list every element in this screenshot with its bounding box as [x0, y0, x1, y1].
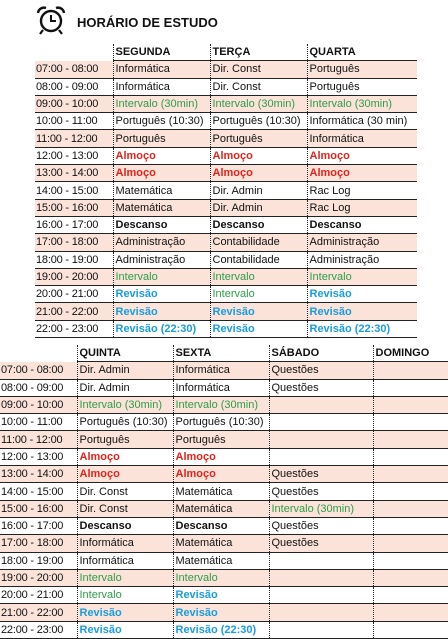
schedule-cell: Português — [79, 433, 130, 446]
schedule-cell: Almoço — [175, 450, 216, 463]
schedule-cell-box — [210, 78, 307, 95]
schedule-cell-box — [173, 535, 269, 552]
schedule-cell-box — [77, 569, 173, 586]
schedule-table-mon-wed — [35, 44, 417, 338]
schedule-cell: Intervalo — [212, 271, 255, 283]
schedule-cell: Português — [175, 433, 226, 446]
time-slot: 11:00 - 12:00 — [35, 130, 113, 147]
schedule-cell: Questões — [271, 364, 319, 377]
schedule-cell-box — [77, 500, 173, 517]
time-slot: 10:00 - 11:00 — [0, 414, 77, 431]
schedule-cell-box — [373, 500, 448, 517]
schedule-cell-box — [77, 483, 173, 500]
schedule-cell: Dir. Admin — [212, 184, 263, 197]
schedule-cell: Administração — [115, 236, 186, 249]
schedule-cell-box — [373, 379, 448, 396]
schedule-cell-box — [307, 147, 417, 164]
time-slot: 16:00 - 17:00 — [35, 216, 113, 233]
schedule-row — [35, 78, 417, 95]
schedule-cell: Revisão — [115, 305, 158, 318]
schedule-cell: Almoço — [309, 167, 350, 180]
schedule-cell-box — [173, 431, 269, 448]
day-header: DOMINGO — [373, 345, 448, 362]
schedule-cell-box — [77, 379, 173, 396]
time-slot: 13:00 - 14:00 — [0, 466, 77, 483]
schedule-cell-box — [307, 268, 417, 285]
schedule-cell: Administração — [115, 253, 186, 266]
schedule-cell-box — [173, 414, 269, 431]
schedule-cell-box — [307, 286, 417, 303]
schedule-row — [0, 569, 448, 586]
schedule-cell: Intervalo (30min) — [115, 98, 199, 111]
schedule-cell: Contabilidade — [212, 253, 280, 266]
schedule-cell-box — [269, 396, 373, 413]
time-slot: 08:00 - 09:00 — [0, 379, 77, 396]
schedule-cell-box — [269, 500, 373, 517]
schedule-cell-box — [269, 552, 373, 569]
schedule-cell-box — [210, 286, 307, 303]
schedule-cell-box — [77, 431, 173, 448]
schedule-row — [35, 147, 417, 164]
time-slot: 09:00 - 10:00 — [35, 95, 113, 112]
day-header: QUINTA — [77, 345, 173, 362]
schedule-cell-box — [173, 604, 269, 621]
schedule-cell: Rac Log — [309, 184, 351, 197]
schedule-cell-box — [210, 95, 307, 112]
schedule-cell-box — [77, 517, 173, 534]
schedule-cell: Dir. Admin — [79, 364, 130, 377]
schedule-row — [0, 535, 448, 552]
schedule-cell-box — [113, 199, 210, 216]
schedule-row — [0, 466, 448, 483]
schedule-cell: Administração — [309, 253, 380, 266]
schedule-cell-box — [373, 483, 448, 500]
schedule-cell-box — [373, 621, 448, 638]
schedule-cell: Português — [309, 80, 360, 93]
schedule-row — [0, 414, 448, 431]
schedule-cell: Intervalo (30min) — [271, 502, 355, 515]
schedule-cell: Almoço — [212, 167, 253, 180]
schedule-cell-box — [373, 552, 448, 569]
time-slot: 19:00 - 20:00 — [0, 569, 77, 586]
schedule-cell-box — [77, 466, 173, 483]
schedule-cell-box — [269, 431, 373, 448]
time-slot: 22:00 - 23:00 — [35, 320, 113, 337]
schedule-cell-box — [210, 130, 307, 147]
schedule-cell: Português (10:30) — [175, 416, 264, 429]
schedule-row — [0, 500, 448, 517]
schedule-cell-box — [307, 199, 417, 216]
schedule-cell-box — [173, 621, 269, 638]
schedule-cell-box — [113, 130, 210, 147]
schedule-cell-box — [269, 517, 373, 534]
schedule-cell: Português — [212, 132, 263, 145]
schedule-cell: Revisão — [212, 305, 255, 318]
schedule-row — [0, 517, 448, 534]
schedule-cell: Português — [309, 63, 360, 76]
schedule-row — [0, 431, 448, 448]
schedule-cell-box — [210, 320, 307, 337]
schedule-row — [35, 165, 417, 182]
schedule-cell-box — [373, 604, 448, 621]
schedule-cell: Almoço — [309, 149, 350, 162]
schedule-cell: Intervalo — [115, 271, 158, 283]
schedule-row — [35, 113, 417, 130]
schedule-cell: Revisão (22:30) — [115, 322, 197, 335]
schedule-cell-box — [77, 604, 173, 621]
schedule-cell-box — [77, 621, 173, 638]
schedule-cell: Intervalo — [79, 589, 122, 602]
schedule-cell-box — [269, 448, 373, 465]
time-slot: 21:00 - 22:00 — [0, 604, 77, 621]
schedule-cell-box — [173, 396, 269, 413]
schedule-cell: Revisão (22:30) — [175, 623, 257, 636]
schedule-cell: Almoço — [115, 167, 156, 180]
schedule-cell: Revisão (22:30) — [309, 322, 391, 335]
time-slot: 07:00 - 08:00 — [0, 362, 77, 379]
schedule-row — [0, 483, 448, 500]
schedule-cell: Questões — [271, 468, 319, 481]
schedule-row — [0, 552, 448, 569]
time-slot: 10:00 - 11:00 — [35, 113, 113, 130]
time-slot: 17:00 - 18:00 — [35, 234, 113, 251]
schedule-cell-box — [373, 569, 448, 586]
schedule-cell: Português (10:30) — [115, 115, 204, 128]
schedule-cell-box — [173, 362, 269, 379]
schedule-cell-box — [269, 362, 373, 379]
schedule-cell: Questões — [271, 485, 319, 498]
schedule-cell-box — [373, 396, 448, 413]
day-header: TERÇA — [210, 44, 307, 61]
schedule-cell-box — [373, 587, 448, 604]
schedule-cell-box — [113, 268, 210, 285]
schedule-row — [0, 362, 448, 379]
schedule-cell-box — [307, 182, 417, 199]
schedule-cell-box — [269, 621, 373, 638]
schedule-cell-box — [373, 448, 448, 465]
schedule-cell-box — [269, 483, 373, 500]
schedule-cell-box — [307, 130, 417, 147]
schedule-row — [0, 396, 448, 413]
schedule-cell-box — [77, 448, 173, 465]
schedule-cell-box — [269, 569, 373, 586]
schedule-cell: Intervalo — [212, 288, 255, 301]
time-slot: 16:00 - 17:00 — [0, 517, 77, 534]
schedule-cell: Português (10:30) — [79, 416, 168, 429]
schedule-row — [0, 379, 448, 396]
schedule-cell: Intervalo (30min) — [175, 399, 259, 412]
schedule-cell: Almoço — [175, 468, 216, 481]
schedule-cell: Revisão — [309, 305, 352, 318]
page-header — [35, 6, 275, 36]
schedule-cell-box — [269, 587, 373, 604]
schedule-cell-box — [173, 483, 269, 500]
schedule-cell: Almoço — [115, 149, 156, 162]
schedule-cell: Dir. Const — [212, 80, 261, 93]
schedule-cell: Almoço — [79, 450, 120, 463]
time-slot: 07:00 - 08:00 — [35, 61, 113, 78]
schedule-cell-box — [210, 268, 307, 285]
schedule-cell-box — [77, 552, 173, 569]
schedule-cell-box — [173, 448, 269, 465]
schedule-cell-box — [173, 552, 269, 569]
schedule-cell-box — [307, 78, 417, 95]
schedule-cell-box — [77, 535, 173, 552]
schedule-cell: Revisão — [212, 322, 255, 335]
schedule-cell-box — [113, 234, 210, 251]
schedule-row — [35, 216, 417, 233]
schedule-cell: Intervalo — [309, 271, 352, 283]
schedule-cell-box — [113, 251, 210, 268]
schedule-cell-box — [173, 587, 269, 604]
schedule-cell: Questões — [271, 537, 319, 550]
schedule-cell-box — [173, 500, 269, 517]
schedule-cell: Descanso — [309, 219, 362, 232]
schedule-cell: Revisão — [175, 606, 218, 619]
schedule-cell: Informática — [309, 132, 364, 145]
schedule-cell-box — [77, 362, 173, 379]
schedule-row — [35, 268, 417, 285]
schedule-cell: Descanso — [212, 219, 265, 232]
day-header: QUARTA — [307, 44, 417, 61]
schedule-cell-box — [113, 61, 210, 78]
schedule-cell-box — [113, 95, 210, 112]
schedule-cell-box — [113, 216, 210, 233]
schedule-cell: Almoço — [212, 149, 253, 162]
schedule-cell-box — [77, 396, 173, 413]
schedule-cell: Dir. Admin — [79, 381, 130, 394]
schedule-cell-box — [210, 234, 307, 251]
schedule-cell-box — [210, 199, 307, 216]
schedule-cell-box — [173, 569, 269, 586]
schedule-cell: Contabilidade — [212, 236, 280, 249]
time-slot: 22:00 - 23:00 — [0, 621, 77, 638]
schedule-row — [35, 303, 417, 320]
schedule-cell-box — [373, 517, 448, 534]
time-slot: 20:00 - 21:00 — [35, 286, 113, 303]
time-slot: 09:00 - 10:00 — [0, 396, 77, 413]
schedule-cell: Intervalo (30min) — [309, 98, 393, 111]
schedule-cell: Questões — [271, 381, 319, 394]
schedule-cell-box — [210, 113, 307, 130]
schedule-cell: Revisão — [79, 606, 122, 619]
schedule-cell-box — [307, 251, 417, 268]
page-title: HORÁRIO DE ESTUDO — [77, 15, 218, 30]
schedule-cell-box — [307, 320, 417, 337]
schedule-cell: Intervalo — [79, 572, 122, 584]
schedule-cell: Matemática — [175, 537, 233, 550]
schedule-cell-box — [269, 414, 373, 431]
schedule-row — [35, 130, 417, 147]
day-header: SEXTA — [173, 345, 269, 362]
schedule-cell: Informática — [175, 381, 230, 394]
schedule-cell-box — [113, 147, 210, 164]
schedule-cell: Descanso — [115, 219, 168, 232]
schedule-cell: Matemática — [175, 502, 233, 515]
schedule-cell: Matemática — [175, 554, 233, 567]
schedule-row — [0, 621, 448, 638]
schedule-cell-box — [210, 216, 307, 233]
schedule-cell-box — [113, 113, 210, 130]
schedule-cell-box — [269, 535, 373, 552]
schedule-cell-box — [210, 182, 307, 199]
schedule-row — [35, 286, 417, 303]
schedule-cell-box — [373, 414, 448, 431]
schedule-cell: Matemática — [115, 184, 173, 197]
schedule-cell-box — [269, 379, 373, 396]
schedule-row — [35, 95, 417, 112]
schedule-cell-box — [269, 466, 373, 483]
schedule-cell: Intervalo (30min) — [79, 399, 163, 412]
schedule-cell-box — [113, 78, 210, 95]
time-slot: 15:00 - 16:00 — [0, 500, 77, 517]
schedule-cell-box — [373, 535, 448, 552]
schedule-cell-box — [269, 604, 373, 621]
time-slot: 19:00 - 20:00 — [35, 268, 113, 285]
schedule-cell-box — [113, 165, 210, 182]
schedule-cell-box — [77, 414, 173, 431]
day-header: SÁBADO — [269, 345, 373, 362]
time-slot: 08:00 - 09:00 — [35, 78, 113, 95]
schedule-cell-box — [307, 61, 417, 78]
schedule-cell: Informática — [115, 63, 170, 76]
time-column-header — [0, 345, 77, 362]
time-slot: 13:00 - 14:00 — [35, 165, 113, 182]
schedule-cell-box — [210, 303, 307, 320]
schedule-cell: Revisão — [115, 288, 158, 301]
schedule-cell-box — [113, 286, 210, 303]
schedule-cell-box — [373, 362, 448, 379]
alarm-clock-icon — [35, 6, 67, 36]
time-column-header — [35, 44, 113, 61]
schedule-cell: Informática — [79, 554, 134, 567]
schedule-cell-box — [210, 251, 307, 268]
schedule-cell-box — [113, 182, 210, 199]
time-slot: 15:00 - 16:00 — [35, 199, 113, 216]
schedule-cell: Matemática — [115, 201, 173, 214]
schedule-cell: Informática — [115, 80, 170, 93]
schedule-cell-box — [307, 113, 417, 130]
schedule-cell-box — [77, 587, 173, 604]
schedule-cell: Rac Log — [309, 201, 351, 214]
schedule-cell-box — [210, 165, 307, 182]
schedule-cell: Revisão — [175, 589, 218, 602]
schedule-cell: Dir. Admin — [212, 201, 263, 214]
schedule-cell: Português — [115, 132, 166, 145]
schedule-cell-box — [307, 234, 417, 251]
schedule-cell-box — [307, 303, 417, 320]
schedule-cell-box — [210, 61, 307, 78]
schedule-row — [35, 234, 417, 251]
schedule-cell: Administração — [309, 236, 380, 249]
schedule-row — [0, 604, 448, 621]
schedule-row — [35, 61, 417, 78]
schedule-cell-box — [173, 517, 269, 534]
schedule-row — [35, 199, 417, 216]
schedule-cell-box — [307, 165, 417, 182]
time-slot: 14:00 - 15:00 — [35, 182, 113, 199]
time-slot: 12:00 - 13:00 — [0, 448, 77, 465]
schedule-cell: Descanso — [175, 520, 228, 533]
schedule-cell-box — [173, 379, 269, 396]
time-slot: 18:00 - 19:00 — [0, 552, 77, 569]
schedule-cell: Informática — [79, 537, 134, 550]
schedule-row — [0, 587, 448, 604]
schedule-row — [35, 251, 417, 268]
schedule-cell: Questões — [271, 520, 319, 533]
schedule-cell: Revisão — [309, 288, 352, 301]
schedule-cell: Revisão — [79, 623, 122, 636]
schedule-cell: Dir. Const — [79, 502, 128, 515]
time-slot: 21:00 - 22:00 — [35, 303, 113, 320]
schedule-cell: Dir. Const — [79, 485, 128, 498]
time-slot: 12:00 - 13:00 — [35, 147, 113, 164]
time-slot: 14:00 - 15:00 — [0, 483, 77, 500]
schedule-cell-box — [307, 216, 417, 233]
schedule-cell-box — [113, 320, 210, 337]
schedule-cell-box — [173, 466, 269, 483]
schedule-row — [0, 448, 448, 465]
schedule-cell: Intervalo — [175, 572, 218, 584]
time-slot: 17:00 - 18:00 — [0, 535, 77, 552]
schedule-cell-box — [373, 466, 448, 483]
schedule-cell-box — [210, 147, 307, 164]
time-slot: 11:00 - 12:00 — [0, 431, 77, 448]
schedule-cell: Informática (30 min) — [309, 115, 408, 128]
schedule-cell-box — [113, 303, 210, 320]
schedule-table-thu-sun — [0, 345, 448, 639]
schedule-cell: Dir. Const — [212, 63, 261, 76]
schedule-cell: Matemática — [175, 485, 233, 498]
schedule-cell: Intervalo (30min) — [212, 98, 296, 111]
schedule-cell: Almoço — [79, 468, 120, 481]
schedule-cell: Informática — [175, 364, 230, 377]
time-slot: 18:00 - 19:00 — [35, 251, 113, 268]
schedule-cell: Português (10:30) — [212, 115, 301, 128]
time-slot: 20:00 - 21:00 — [0, 587, 77, 604]
schedule-cell-box — [307, 95, 417, 112]
schedule-row — [35, 320, 417, 337]
schedule-row — [35, 182, 417, 199]
schedule-cell: Descanso — [79, 520, 132, 533]
schedule-cell-box — [373, 431, 448, 448]
day-header: SEGUNDA — [113, 44, 210, 61]
